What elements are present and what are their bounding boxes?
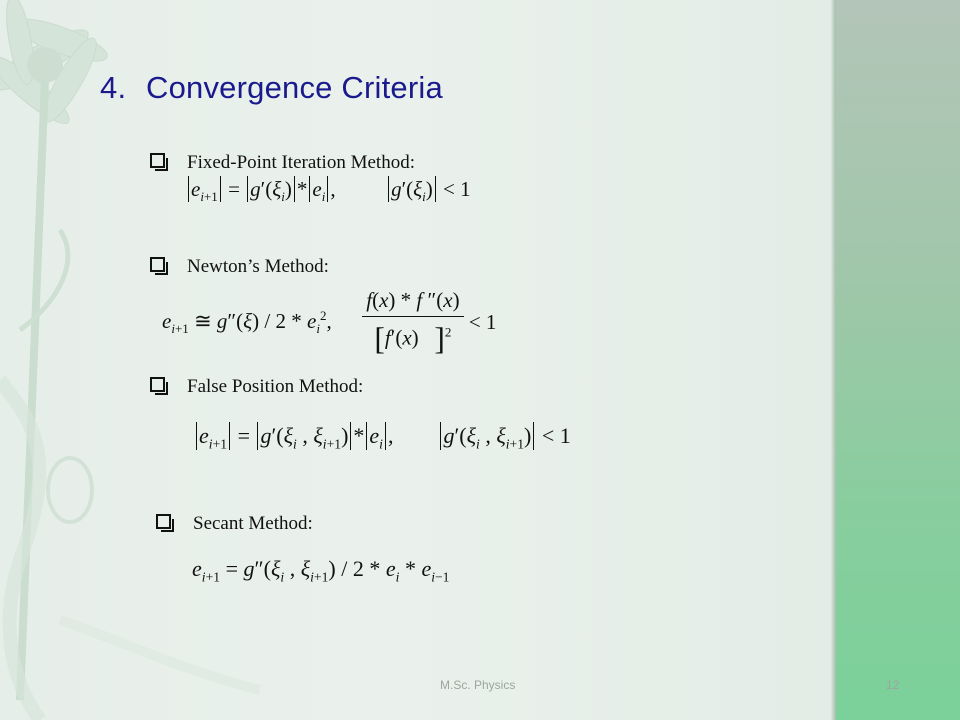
equation-newton: $e_{i+1}$ ≅ $g''(\xi) / 2 * e_i^2$, $\frac{f(x) * f ''(x)}{[f'(x) ]^2}$ < 1 bbox=[162, 288, 497, 356]
title-text: Convergence Criteria bbox=[146, 70, 443, 105]
sidebar-strip bbox=[836, 0, 960, 720]
equation-false-position: $e_{i+1} = g'(\xi_i$ , $\xi_{i+1}) * e_i$ , $g'(\xi_i$ , $\xi_{i+1}) < 1$ bbox=[194, 422, 571, 452]
checkbox-bullet-icon bbox=[150, 377, 165, 392]
bullet-newton bbox=[150, 256, 329, 278]
checkbox-bullet-icon bbox=[150, 153, 165, 168]
slide-title bbox=[100, 70, 443, 106]
page-number: 12 bbox=[886, 678, 900, 692]
checkbox-bullet-icon bbox=[156, 514, 171, 529]
bullet-label: Fixed-Point Iteration Method: bbox=[187, 152, 415, 173]
bullet-secant bbox=[156, 513, 313, 535]
bullet-false-position bbox=[150, 376, 363, 398]
equation-fixed-point: $e_{i+1} = g'(\xi_i) * e_i$ , $g'(\xi_i) < 1$ bbox=[186, 176, 471, 205]
equation-secant: $e_{i+1} = g''(\xi_i$ , $\xi_{i+1}) / 2 * e_i * e_{i-1}$ bbox=[192, 556, 450, 585]
title-number: 4. bbox=[100, 70, 127, 105]
flower-decoration bbox=[0, 0, 300, 720]
checkbox-bullet-icon bbox=[150, 257, 165, 272]
footer-course: M.Sc. Physics bbox=[440, 678, 516, 692]
bullet-label: False Position Method: bbox=[187, 376, 364, 397]
bullet-label: Newton’s Method: bbox=[187, 256, 329, 277]
bullet-label: Secant Method: bbox=[193, 513, 313, 534]
bullet-fixed-point bbox=[150, 152, 415, 174]
